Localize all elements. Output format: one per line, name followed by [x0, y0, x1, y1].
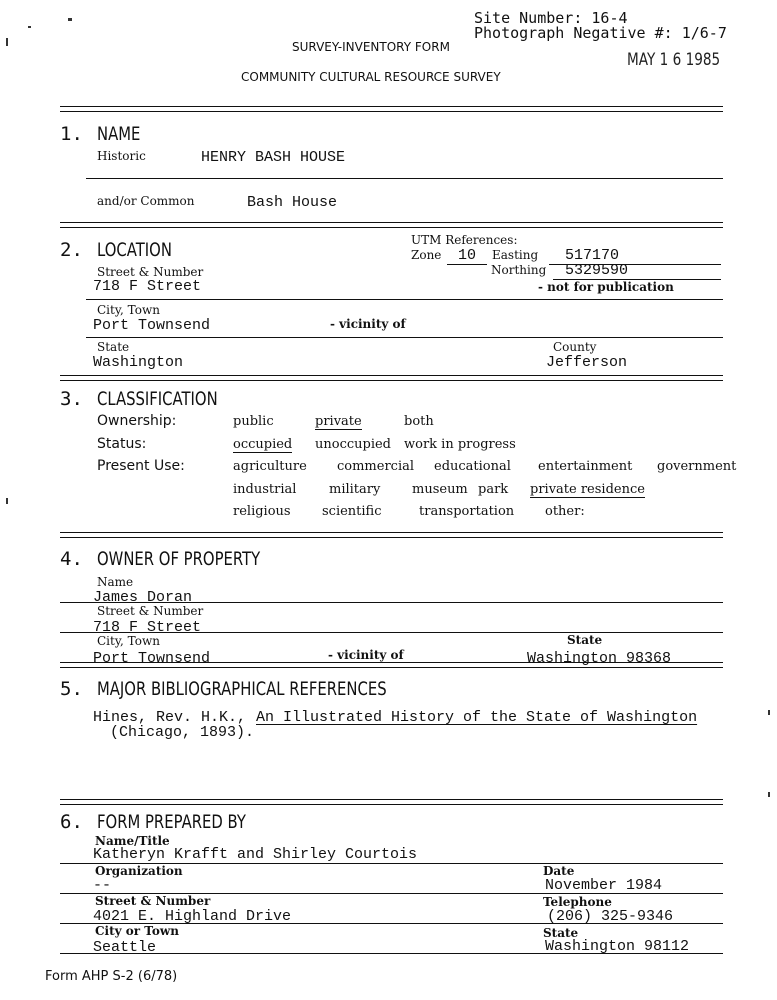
preparer-name-label: Name/Title: [95, 834, 170, 848]
use-industrial: industrial: [233, 482, 297, 497]
preparer-state: Washington 98112: [545, 938, 690, 955]
prepared-date: November 1984: [545, 877, 663, 894]
preparer-street-label: Street & Number: [95, 894, 211, 908]
owner-name-label: Name: [97, 575, 134, 589]
reference-title: An Illustrated History of the State of Washington: [256, 709, 698, 726]
section-1-number: 1.: [60, 123, 83, 145]
county: Jefferson: [546, 354, 628, 371]
historic-label: Historic: [97, 149, 146, 163]
scan-speck: [68, 18, 72, 21]
use-entertainment: entertainment: [538, 459, 633, 474]
use-scientific: scientific: [322, 504, 382, 519]
common-name-label: and/or Common: [97, 194, 195, 208]
use-religious: religious: [233, 504, 291, 519]
date-label: Date: [543, 864, 575, 878]
easting-label: Easting: [492, 248, 539, 262]
vicinity-of: - vicinity of: [330, 317, 406, 331]
owner-city-label: City, Town: [97, 634, 160, 648]
present-use-label: Present Use:: [97, 458, 185, 474]
city-town: Port Townsend: [93, 317, 211, 334]
section-1-heading: NAME: [97, 123, 141, 145]
preparer-city: Seattle: [93, 939, 157, 956]
section-5-number: 5.: [60, 678, 83, 700]
organization-label: Organization: [95, 864, 183, 878]
use-park: park: [478, 482, 509, 497]
preparer-names: Katheryn Krafft and Shirley Courtois: [93, 846, 418, 863]
section-6-heading: FORM PREPARED BY: [97, 811, 246, 833]
scan-speck: [768, 792, 770, 797]
scan-speck: [28, 26, 31, 28]
received-date-stamp: MAY 1 6 1985: [627, 50, 721, 70]
scan-speck: [6, 498, 8, 504]
ownership-public: public: [233, 414, 274, 429]
historic-name: HENRY BASH HOUSE: [201, 149, 346, 166]
use-government: government: [657, 459, 737, 474]
form-title: SURVEY-INVENTORY FORM: [292, 40, 450, 54]
use-private-residence-selected: private residence: [530, 482, 645, 497]
preparer-street: 4021 E. Highland Drive: [93, 908, 292, 925]
use-transportation: transportation: [419, 504, 515, 519]
owner-city: Port Townsend: [93, 650, 211, 667]
ownership-both: both: [404, 414, 434, 429]
owner-vicinity-of: - vicinity of: [328, 648, 404, 662]
reference-imprint: (Chicago, 1893).: [110, 724, 255, 741]
status-occupied-selected: occupied: [233, 437, 293, 452]
status-work-in-progress: work in progress: [404, 437, 516, 452]
status-label: Status:: [97, 436, 147, 452]
section-5-heading: MAJOR BIBLIOGRAPHICAL REFERENCES: [97, 678, 387, 700]
common-name: Bash House: [247, 194, 338, 211]
owner-street: 718 F Street: [93, 619, 202, 636]
street-label: Street & Number: [97, 265, 204, 279]
photograph-negative: Photograph Negative #: 1/6-7: [474, 24, 727, 42]
state-label: State: [97, 340, 130, 354]
section-2-heading: LOCATION: [97, 239, 172, 261]
section-4-heading: OWNER OF PROPERTY: [97, 548, 261, 570]
status-unoccupied: unoccupied: [315, 437, 392, 452]
organization: --: [93, 877, 112, 894]
scan-speck: [6, 38, 8, 46]
telephone: (206) 325-9346: [547, 908, 674, 925]
use-other: other:: [545, 504, 585, 519]
survey-title: COMMUNITY CULTURAL RESOURCE SURVEY: [241, 70, 501, 84]
preparer-city-label: City or Town: [95, 924, 179, 938]
use-military: military: [329, 482, 381, 497]
use-museum: museum: [412, 482, 468, 497]
form-id: Form AHP S-2 (6/78): [45, 969, 178, 984]
ownership-label: Ownership:: [97, 413, 177, 429]
zone-label: Zone: [411, 248, 442, 262]
telephone-label: Telephone: [543, 895, 612, 909]
section-3-number: 3.: [60, 388, 83, 410]
utm-zone: 10: [447, 248, 487, 265]
use-educational: educational: [434, 459, 511, 474]
section-2-number: 2.: [60, 239, 83, 261]
section-6-number: 6.: [60, 811, 83, 833]
owner-street-label: Street & Number: [97, 604, 204, 618]
not-for-publication: - not for publication: [538, 280, 674, 294]
utm-northing: 5329590: [553, 263, 721, 280]
section-4-number: 4.: [60, 548, 83, 570]
section-3-heading: CLASSIFICATION: [97, 388, 218, 410]
state: Washington: [93, 354, 184, 371]
use-commercial: commercial: [337, 459, 415, 474]
owner-state: Washington 98368: [527, 650, 672, 667]
preparer-state-label: State: [543, 926, 579, 940]
scan-speck: [768, 710, 770, 715]
owner-state-label: State: [567, 633, 603, 647]
utm-easting: 517170: [549, 248, 721, 265]
northing-label: Northing: [491, 263, 547, 277]
city-label: City, Town: [97, 303, 160, 317]
street-address: 718 F Street: [93, 278, 202, 295]
utm-references-label: UTM References:: [411, 233, 518, 247]
owner-name: James Doran: [93, 589, 193, 606]
use-agriculture: agriculture: [233, 459, 307, 474]
reference-author: Hines, Rev. H.K.,: [93, 709, 247, 726]
ownership-private-selected: private: [315, 414, 362, 429]
site-number: Site Number: 16-4: [474, 9, 628, 27]
county-label: County: [553, 340, 597, 354]
